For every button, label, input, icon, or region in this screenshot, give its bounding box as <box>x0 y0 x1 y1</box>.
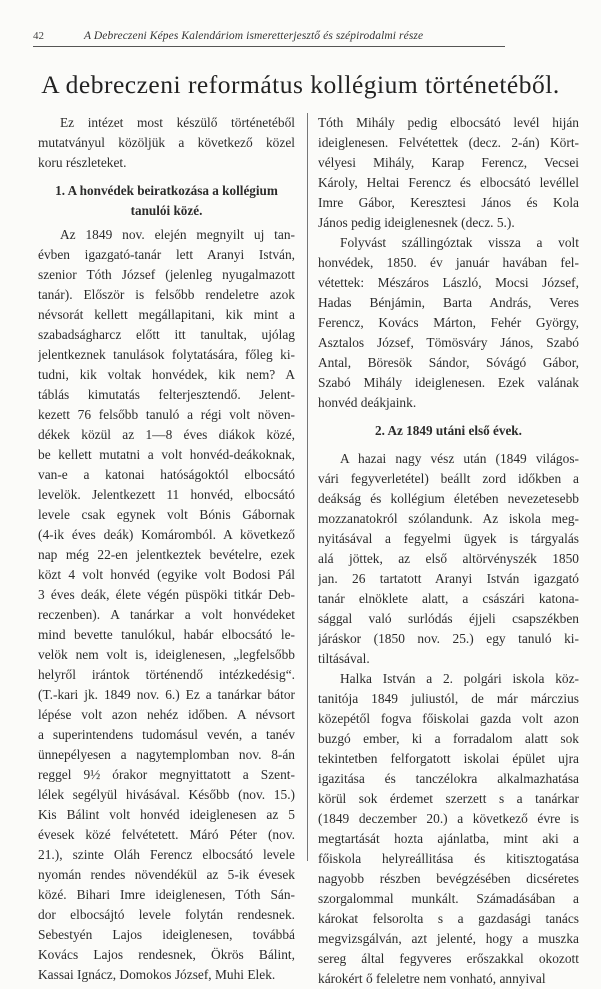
text-line: tanár elnöklete alatt, a császári katona- <box>318 591 579 606</box>
text-line: nyomán rendes növendékül az 5-ik évesek <box>38 867 295 882</box>
text-line: jan. 26 tartatott Aranyi István igazgató <box>318 571 579 586</box>
text-line: reggel 9½ órakor megnyittatott a Szent- <box>38 767 295 782</box>
text-line: ünnepélyesen a nagytemplomban nov. 8-án <box>38 747 295 762</box>
text-line: kezett 76 felsőbb tanuló a régi volt növen- <box>38 407 295 422</box>
text-line: vétettek: Mészáros László, Mocsi József, <box>318 275 579 290</box>
text-line: levelök. Jelentkezett 11 honvéd, elbocsátó <box>38 487 295 502</box>
text-line: tanitója 1849 juliustól, de már márczius <box>318 691 579 706</box>
heading-line: 1. A honvédek beiratkozása a kollégium <box>55 183 278 198</box>
text-line: Tóth Mihály pedig elbocsátó levél hiján <box>318 115 579 130</box>
text-line: Hadas Bénjámin, Barta András, Veres <box>318 295 579 310</box>
text-line: jelentkeznek tanulások folytatására, főleg ki- <box>38 347 295 362</box>
text-line: helyről irántok történendő intézkedésig“. <box>38 667 295 682</box>
text-line: Ez intézet most készülő történetéből <box>60 115 295 130</box>
text-line: szorgalommal munkált. Számadásában a <box>318 891 579 906</box>
text-line: közt 4 volt honvéd (egyike volt Bodosi Pál <box>38 567 295 582</box>
article-title: A debreczeni református kollégium történetéből. <box>41 70 560 99</box>
paragraph-4 <box>318 669 579 989</box>
text-line: megvizsgálván, azt jelenté, hogy a muszka <box>318 931 579 946</box>
text-line: tekintetben felforgatott iskolai épület ujra <box>318 751 579 766</box>
running-title: A Debreczeni Képes Kalendáriom ismeretterjesztő és szépirodalmi része <box>84 30 424 42</box>
text-line: lélek segélyül hivásával. Később (nov. 15.) <box>38 787 295 802</box>
text-line: tudni, kik voltak honvédek, kik nem? A <box>38 367 295 382</box>
text-line: évben igazgató-tanár lett Aranyi István, <box>38 247 295 262</box>
text-line: a superintendens tudomásul vevén, a tanév <box>38 727 295 742</box>
text-line: Szabó Mihály ideiglenesen. Ezek valának <box>318 375 579 390</box>
text-line: reczenben). A tanárkar a volt honvédeket <box>38 607 295 622</box>
text-line: nap még 22-en jelentkeztek bevételre, ezek <box>38 547 295 562</box>
text-line: Kis Bálint volt honvéd ideiglenesen az 5 <box>38 807 295 822</box>
text-line: buzgó ember, ki a forradalom alatt sok <box>318 731 579 746</box>
text-line: mind bevette tanulókul, habár elbocsátó le- <box>38 627 295 642</box>
text-line: nagyobb részben bevégzésében dicséretes <box>318 871 579 886</box>
text-line: szenior Tóth József (jelenleg nyugalmazott <box>38 267 295 282</box>
text-line: Halka István a 2. polgári iskola köz- <box>340 671 579 686</box>
text-line: körül sok érdemet szerzett s a tanárkar <box>318 791 579 806</box>
text-line: alá jöttek, az első altörvényszék 1850 <box>318 551 579 566</box>
text-line: Károly, Heltai Ferencz és elbocsátó levéllel <box>318 175 579 190</box>
section-1-body <box>38 225 295 985</box>
text-line: igazitása és tanczélokra alkalmazhatása <box>318 771 579 786</box>
text-line: évesek közé felvétetett. Máró Péter (nov. <box>38 827 295 842</box>
text-line: (T.-kari jk. 1849 nov. 6.) Ez a tanárkar bátor <box>38 687 295 702</box>
text-line: közepétől fogva főiskolai gazda volt azon <box>318 711 579 726</box>
paragraph-1 <box>318 113 579 233</box>
text-line: dor elbocsájtó levele folytán rendesnek. <box>38 907 295 922</box>
text-line: levele csak egynek volt Bónis Gábornak <box>38 507 295 522</box>
text-line: 3 éves deák, élete végén püspöki titkár Deb- <box>38 587 295 602</box>
paragraph-2 <box>318 233 579 413</box>
heading-line: tanulói közé. <box>130 203 203 218</box>
text-line: deákság és kollégium életében nevezetesebb <box>318 491 579 506</box>
text-line: megtartását hozta ajánlatba, mint aki a <box>318 831 579 846</box>
text-line: János pedig ideiglenesnek (decz. 5.). <box>318 215 515 230</box>
text-line: nyitásával a fegyelmi ügyek is tárgyalás <box>318 531 579 546</box>
text-line: (4-ik éves deák) Komáromból. A következő <box>38 527 295 542</box>
page-number: 42 <box>33 30 44 42</box>
text-line: van-e a katonai hatóságoktól elbocsátó <box>38 467 295 482</box>
section-1-heading <box>38 181 295 221</box>
text-line: A hazai nagy vész után (1849 világos- <box>340 451 579 466</box>
running-header <box>33 28 505 47</box>
text-line: lépése volt azon nehéz időben. A névsort <box>38 707 295 722</box>
text-line: vári fegyverletétel) beállt zord időkben a <box>318 471 579 486</box>
text-line: Folyvást szállingóztak vissza a volt <box>340 235 579 250</box>
text-line: járáskor (1850 nov. 25.) egy tanuló ki- <box>318 631 579 646</box>
text-line: (1849 deczember 20.) a következő évre is <box>318 811 579 826</box>
text-line: Imre Gábor, Keresztesi János és Kola <box>318 195 579 210</box>
section-2-heading: 2. Az 1849 utáni első évek. <box>375 423 522 438</box>
column-divider <box>307 113 308 861</box>
text-line: Sebestyén Lajos ideiglenesen, továbbá <box>38 927 295 942</box>
text-line: honvédek, 1850. év január havában fel- <box>318 255 579 270</box>
text-line: szabadságharcz előtt itt tanultak, ujólag <box>38 327 295 342</box>
text-line: dékek közül az 1—8 éves diákok közé, <box>38 427 295 442</box>
paragraph-3 <box>318 449 579 669</box>
text-line: sereg által fegyveres erőszakkal okozott <box>318 951 579 966</box>
text-line: károkat felsorolta s a gazdasági tanács <box>318 911 579 926</box>
text-line: sággal való surlódás éjjeli csapszékben <box>318 611 579 626</box>
text-line: Ferencz, Kovács Márton, Fehér György, <box>318 315 579 330</box>
text-line: koru részleteket. <box>38 155 127 170</box>
left-column <box>38 113 295 985</box>
text-line: mozzanatokról szólandunk. Az iskola meg- <box>318 511 579 526</box>
text-line: velök nem volt is, ideiglenesen, „legfelsőbb <box>38 647 295 662</box>
text-line: főiskola helyreállitása és kitisztogatása <box>318 851 579 866</box>
right-column <box>318 113 579 989</box>
text-line: honvéd deákjaink. <box>318 395 417 410</box>
text-line: tanár). Először is felsőbb rendeletre azok <box>38 287 295 302</box>
text-line: táblás kimutatás felterjesztendő. Jelent- <box>38 387 295 402</box>
text-line: vélyesi Mihály, Karap Ferencz, Vecsei <box>318 155 579 170</box>
text-line: mutatványul közöljük a következő közel <box>38 135 295 150</box>
text-line: 21.), szinte Oláh Ferencz elbocsátó levele <box>38 847 295 862</box>
text-line: névsorát kellett megállapitani, kik mint a <box>38 307 295 322</box>
text-line: be kellett mutatni a volt honvéd-deákoknak, <box>38 447 295 462</box>
text-line: Kassai Ignácz, Domokos József, Muhi Elek. <box>38 967 276 982</box>
text-line: Antal, Böresök Sándor, Sóvágó Gábor, <box>318 355 579 370</box>
text-line: károkért ő feleletre nem vonható, annyival <box>318 971 546 986</box>
text-line: Kovács Lajos rendesnek, Ökrös Bálint, <box>38 947 295 962</box>
text-line: Az 1849 nov. elején megnyilt uj tan- <box>60 227 295 242</box>
text-line: ideiglenesen. Felvétettek (decz. 2-án) Kört- <box>318 135 579 150</box>
text-line: tiltásával. <box>318 651 370 666</box>
text-line: közé. Bihari Imre ideiglenesen, Tóth Sán- <box>38 887 295 902</box>
intro-paragraph <box>38 113 295 173</box>
text-line: Asztalos József, Tömösváry János, Szabó <box>318 335 579 350</box>
